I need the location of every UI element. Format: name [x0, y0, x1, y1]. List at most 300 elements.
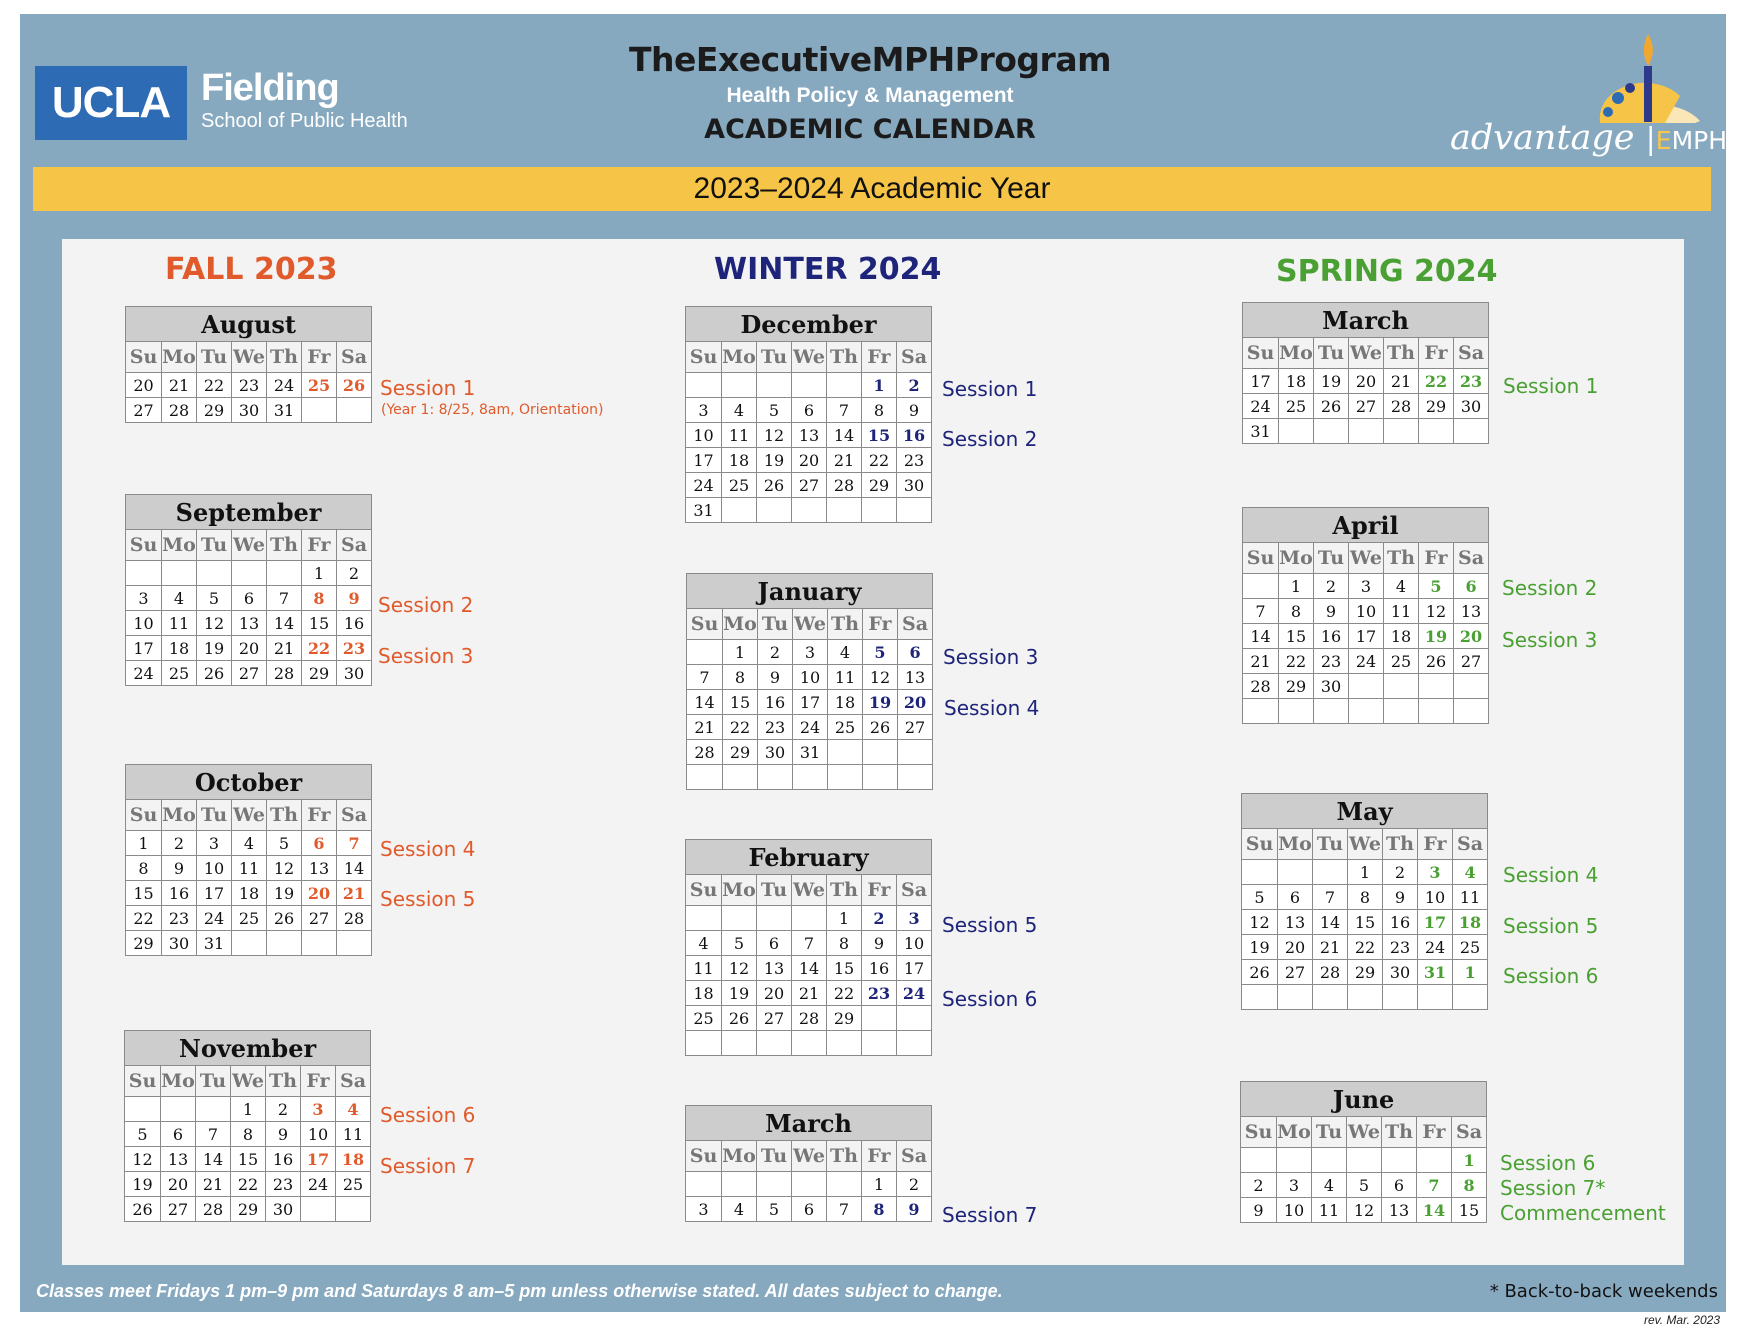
empty-day-cell [337, 931, 372, 956]
empty-day-cell [792, 498, 827, 523]
logo-mph: MPH [1671, 126, 1728, 155]
day-cell: 10 [1349, 599, 1384, 624]
day-cell: 11 [336, 1122, 371, 1147]
day-cell: 4 [232, 831, 267, 856]
day-cell: 30 [232, 398, 267, 423]
day-cell: 21 [687, 715, 723, 740]
day-cell: 27 [757, 1006, 792, 1031]
day-cell: 15 [231, 1147, 266, 1172]
empty-day-cell [1347, 1148, 1382, 1173]
day-cell: 20 [232, 636, 267, 661]
weekday-header: Sa [898, 609, 933, 640]
day-cell: 29 [723, 740, 758, 765]
week-row [687, 715, 933, 740]
day-cell: 1 [126, 831, 162, 856]
day-cell: 20 [792, 448, 827, 473]
empty-day-cell [161, 1097, 196, 1122]
weekday-header: We [1349, 338, 1384, 369]
weekday-header: Fr [302, 530, 337, 561]
day-cell: 26 [722, 1006, 757, 1031]
day-cell: 6 [898, 640, 933, 665]
weekday-header: Su [126, 530, 162, 561]
empty-day-cell [722, 1031, 757, 1056]
day-cell: 23 [862, 981, 897, 1006]
day-cell: 20 [161, 1172, 196, 1197]
day-cell: 18 [722, 448, 757, 473]
weekday-header: Sa [336, 1066, 371, 1097]
day-cell: 29 [1419, 394, 1454, 419]
month-calendar-jan [686, 573, 933, 790]
day-cell: 10 [301, 1122, 336, 1147]
weekday-header: Th [267, 800, 302, 831]
month-calendar-oct [125, 764, 372, 956]
weekday-header: Mo [722, 875, 757, 906]
week-row [686, 1006, 932, 1031]
school-name: School of Public Health [201, 110, 408, 132]
day-cell: 6 [232, 586, 267, 611]
empty-day-cell [1277, 1148, 1312, 1173]
empty-day-cell [862, 1006, 897, 1031]
day-cell: 13 [161, 1147, 196, 1172]
week-row [1242, 885, 1488, 910]
day-cell: 22 [862, 448, 897, 473]
week-row [687, 665, 933, 690]
weekday-header: Tu [1314, 543, 1349, 574]
day-cell: 16 [862, 956, 897, 981]
day-cell: 8 [862, 1197, 897, 1222]
day-cell: 17 [1418, 910, 1453, 935]
weekday-header: Sa [337, 530, 372, 561]
fall-session-1: Session 1 [380, 376, 476, 400]
day-cell: 6 [792, 398, 827, 423]
day-cell: 30 [897, 473, 932, 498]
day-cell: 24 [686, 473, 722, 498]
week-row [1243, 394, 1489, 419]
empty-day-cell [828, 765, 863, 790]
empty-day-cell [1313, 860, 1348, 885]
day-cell: 21 [1313, 935, 1348, 960]
month-title: January [687, 574, 933, 609]
week-row [1242, 935, 1488, 960]
empty-day-cell [898, 765, 933, 790]
empty-day-cell [1454, 419, 1489, 444]
day-cell: 19 [125, 1172, 161, 1197]
weekday-header: Su [686, 1141, 722, 1172]
day-cell: 23 [337, 636, 372, 661]
fielding-logo-text: Fielding [201, 67, 339, 109]
day-cell: 3 [897, 906, 932, 931]
day-cell: 24 [1349, 649, 1384, 674]
empty-day-cell [722, 498, 757, 523]
empty-day-cell [232, 561, 267, 586]
week-row [686, 1197, 932, 1222]
day-cell: 4 [1384, 574, 1419, 599]
day-cell: 7 [337, 831, 372, 856]
weekday-header: We [231, 1066, 266, 1097]
empty-day-cell [1349, 699, 1384, 724]
day-cell: 6 [1382, 1173, 1417, 1198]
day-cell: 15 [723, 690, 758, 715]
day-cell: 3 [1277, 1173, 1312, 1198]
day-cell: 4 [1312, 1173, 1347, 1198]
day-cell: 8 [1348, 885, 1383, 910]
day-cell: 9 [897, 1197, 932, 1222]
weekday-header: Th [828, 609, 863, 640]
day-cell: 14 [337, 856, 372, 881]
weekday-header: Tu [757, 1141, 792, 1172]
advantage-word: advantage [1450, 118, 1635, 158]
day-cell: 2 [758, 640, 793, 665]
weekday-header: Sa [1452, 1117, 1487, 1148]
day-cell: 4 [336, 1097, 371, 1122]
day-cell: 5 [197, 586, 232, 611]
empty-day-cell [793, 765, 828, 790]
day-cell: 18 [828, 690, 863, 715]
day-cell: 27 [792, 473, 827, 498]
day-cell: 14 [1417, 1198, 1452, 1223]
commencement-label: Commencement [1500, 1201, 1666, 1225]
weekday-header: Sa [897, 875, 932, 906]
week-row [1243, 649, 1489, 674]
spring-session-6-june: Session 6 [1500, 1151, 1596, 1175]
week-row [687, 690, 933, 715]
day-cell: 10 [1418, 885, 1453, 910]
empty-day-cell [1418, 985, 1453, 1010]
day-cell: 23 [758, 715, 793, 740]
day-cell: 16 [162, 881, 197, 906]
day-cell: 19 [1419, 624, 1454, 649]
day-cell: 31 [793, 740, 828, 765]
day-cell: 31 [686, 498, 722, 523]
day-cell: 8 [231, 1122, 266, 1147]
day-cell: 2 [162, 831, 197, 856]
day-cell: 8 [723, 665, 758, 690]
day-cell: 3 [1418, 860, 1453, 885]
day-cell: 14 [1243, 624, 1279, 649]
day-cell: 5 [863, 640, 898, 665]
day-cell: 5 [757, 398, 792, 423]
day-cell: 28 [1243, 674, 1279, 699]
day-cell: 18 [1279, 369, 1314, 394]
day-cell: 10 [1277, 1198, 1312, 1223]
day-cell: 7 [827, 398, 862, 423]
empty-day-cell [1382, 1148, 1417, 1173]
weekday-header: Th [267, 530, 302, 561]
day-cell: 1 [723, 640, 758, 665]
day-cell: 8 [1279, 599, 1314, 624]
month-calendar-dec [685, 306, 932, 523]
empty-day-cell [1241, 1148, 1277, 1173]
day-cell: 3 [686, 398, 722, 423]
weekday-header: Sa [1453, 829, 1488, 860]
week-row [126, 856, 372, 881]
empty-day-cell [862, 498, 897, 523]
weekday-header: Mo [1277, 1117, 1312, 1148]
day-cell: 4 [686, 931, 722, 956]
day-cell: 29 [1348, 960, 1383, 985]
day-cell: 5 [1347, 1173, 1382, 1198]
day-cell: 25 [162, 661, 197, 686]
empty-day-cell [722, 906, 757, 931]
day-cell: 23 [162, 906, 197, 931]
footer-note: Classes meet Fridays 1 pm–9 pm and Saturdays 8 am–5 pm unless otherwise stated. All dates subject to change. [36, 1281, 1003, 1301]
weekday-header: Tu [757, 342, 792, 373]
weekday-header: Su [1243, 543, 1279, 574]
empty-day-cell [1243, 699, 1279, 724]
day-cell: 8 [1452, 1173, 1487, 1198]
day-cell: 4 [1453, 860, 1488, 885]
week-row [1243, 674, 1489, 699]
weekday-header: Fr [1417, 1117, 1452, 1148]
day-cell: 24 [267, 373, 302, 398]
weekday-header: We [792, 875, 827, 906]
empty-day-cell [302, 931, 337, 956]
day-cell: 31 [267, 398, 302, 423]
day-cell: 28 [827, 473, 862, 498]
week-row [126, 586, 372, 611]
ucla-logo: UCLA [35, 66, 187, 140]
weekday-header: We [1349, 543, 1384, 574]
day-cell: 23 [1454, 369, 1489, 394]
day-cell: 22 [197, 373, 232, 398]
day-cell: 19 [757, 448, 792, 473]
day-cell: 28 [162, 398, 197, 423]
spring-session-7: Session 7* [1500, 1176, 1606, 1200]
weekday-header: Fr [302, 800, 337, 831]
day-cell: 1 [1453, 960, 1488, 985]
day-cell: 7 [196, 1122, 231, 1147]
weekday-header: Tu [197, 530, 232, 561]
month-calendar-may [1241, 793, 1488, 1010]
weekday-header: Su [1242, 829, 1278, 860]
month-title: June [1241, 1082, 1487, 1117]
day-cell: 20 [302, 881, 337, 906]
day-cell: 1 [1452, 1148, 1487, 1173]
day-cell: 17 [126, 636, 162, 661]
day-cell: 12 [863, 665, 898, 690]
weekday-header: We [793, 609, 828, 640]
week-row [686, 473, 932, 498]
spring-session-2: Session 2 [1502, 576, 1598, 600]
day-cell: 18 [336, 1147, 371, 1172]
day-cell: 19 [267, 881, 302, 906]
empty-day-cell [1314, 699, 1349, 724]
empty-day-cell [1383, 985, 1418, 1010]
day-cell: 29 [302, 661, 337, 686]
day-cell: 20 [1349, 369, 1384, 394]
day-cell: 8 [862, 398, 897, 423]
empty-day-cell [267, 931, 302, 956]
day-cell: 8 [302, 586, 337, 611]
week-row [687, 740, 933, 765]
orientation-note: (Year 1: 8/25, 8am, Orientation) [381, 402, 604, 418]
week-row [125, 1097, 371, 1122]
day-cell: 24 [1243, 394, 1279, 419]
day-cell: 26 [863, 715, 898, 740]
calendar-title: ACADEMIC CALENDAR [704, 114, 1036, 145]
weekday-header: Tu [197, 342, 232, 373]
weekday-header: Th [1382, 1117, 1417, 1148]
day-cell: 17 [686, 448, 722, 473]
day-cell: 21 [1384, 369, 1419, 394]
weekday-header: Th [827, 342, 862, 373]
week-row [686, 373, 932, 398]
empty-day-cell [1314, 419, 1349, 444]
day-cell: 13 [1454, 599, 1489, 624]
day-cell: 3 [686, 1197, 722, 1222]
day-cell: 20 [126, 373, 162, 398]
day-cell: 2 [1383, 860, 1418, 885]
empty-day-cell [757, 498, 792, 523]
week-row [686, 956, 932, 981]
day-cell: 18 [1453, 910, 1488, 935]
day-cell: 24 [793, 715, 828, 740]
empty-day-cell [1243, 574, 1279, 599]
empty-day-cell [197, 561, 232, 586]
day-cell: 24 [301, 1172, 336, 1197]
weekday-header: Sa [337, 800, 372, 831]
day-cell: 18 [232, 881, 267, 906]
winter-session-3: Session 3 [943, 645, 1039, 669]
day-cell: 25 [1279, 394, 1314, 419]
fall-session-6: Session 6 [380, 1103, 476, 1127]
day-cell: 31 [197, 931, 232, 956]
day-cell: 25 [722, 473, 757, 498]
empty-day-cell [1279, 699, 1314, 724]
empty-day-cell [723, 765, 758, 790]
weekday-header: Mo [722, 1141, 757, 1172]
day-cell: 23 [1314, 649, 1349, 674]
week-row [686, 981, 932, 1006]
revision-date: rev. Mar. 2023 [1643, 1313, 1720, 1327]
day-cell: 22 [827, 981, 862, 1006]
empty-day-cell [862, 1031, 897, 1056]
day-cell: 21 [267, 636, 302, 661]
fall-session-2: Session 2 [378, 593, 474, 617]
empty-day-cell [232, 931, 267, 956]
empty-day-cell [1349, 674, 1384, 699]
season-title-winter: WINTER 2024 [714, 252, 942, 287]
day-cell: 25 [686, 1006, 722, 1031]
empty-day-cell [827, 1031, 862, 1056]
day-cell: 2 [266, 1097, 301, 1122]
day-cell: 5 [722, 931, 757, 956]
week-row [1243, 699, 1489, 724]
empty-day-cell [1453, 985, 1488, 1010]
weekday-header: Tu [758, 609, 793, 640]
day-cell: 30 [1314, 674, 1349, 699]
weekday-header: Tu [1312, 1117, 1347, 1148]
week-row [1243, 624, 1489, 649]
month-calendar-apr [1242, 507, 1489, 724]
empty-day-cell [1419, 674, 1454, 699]
empty-day-cell [1242, 985, 1278, 1010]
day-cell: 2 [897, 373, 932, 398]
empty-day-cell [1419, 419, 1454, 444]
month-title: March [686, 1106, 932, 1141]
empty-day-cell [1454, 674, 1489, 699]
day-cell: 13 [232, 611, 267, 636]
day-cell: 21 [1243, 649, 1279, 674]
day-cell: 14 [792, 956, 827, 981]
week-row [1241, 1198, 1487, 1223]
day-cell: 21 [792, 981, 827, 1006]
day-cell: 14 [196, 1147, 231, 1172]
empty-day-cell [1417, 1148, 1452, 1173]
day-cell: 17 [897, 956, 932, 981]
season-title-spring: SPRING 2024 [1276, 254, 1498, 289]
week-row [125, 1147, 371, 1172]
month-calendar-mar_s [1242, 302, 1489, 444]
day-cell: 16 [266, 1147, 301, 1172]
day-cell: 15 [1452, 1198, 1487, 1223]
day-cell: 11 [232, 856, 267, 881]
day-cell: 9 [1383, 885, 1418, 910]
day-cell: 6 [161, 1122, 196, 1147]
day-cell: 1 [1348, 860, 1383, 885]
spring-session-1: Session 1 [1503, 374, 1599, 398]
empty-day-cell [686, 373, 722, 398]
day-cell: 20 [898, 690, 933, 715]
day-cell: 23 [1383, 935, 1418, 960]
week-row [687, 765, 933, 790]
empty-day-cell [722, 373, 757, 398]
week-row [686, 423, 932, 448]
day-cell: 1 [231, 1097, 266, 1122]
day-cell: 27 [232, 661, 267, 686]
empty-day-cell [162, 561, 197, 586]
week-row [1243, 369, 1489, 394]
back-to-back-note: * Back-to-back weekends [1489, 1281, 1718, 1302]
week-row [1242, 860, 1488, 885]
day-cell: 12 [1419, 599, 1454, 624]
day-cell: 21 [827, 448, 862, 473]
day-cell: 29 [231, 1197, 266, 1222]
day-cell: 2 [337, 561, 372, 586]
day-cell: 9 [337, 586, 372, 611]
empty-day-cell [337, 398, 372, 423]
weekday-header: Su [1243, 338, 1279, 369]
week-row [126, 398, 372, 423]
winter-session-1: Session 1 [942, 377, 1038, 401]
day-cell: 29 [862, 473, 897, 498]
day-cell: 16 [1314, 624, 1349, 649]
day-cell: 5 [1242, 885, 1278, 910]
day-cell: 24 [897, 981, 932, 1006]
day-cell: 1 [1279, 574, 1314, 599]
week-row [1243, 574, 1489, 599]
day-cell: 1 [827, 906, 862, 931]
day-cell: 1 [862, 1172, 897, 1197]
empty-day-cell [1279, 419, 1314, 444]
weekday-header: Sa [897, 342, 932, 373]
day-cell: 11 [828, 665, 863, 690]
week-row [686, 1031, 932, 1056]
day-cell: 23 [897, 448, 932, 473]
week-row [125, 1197, 371, 1222]
week-row [126, 906, 372, 931]
day-cell: 12 [1242, 910, 1278, 935]
day-cell: 11 [1384, 599, 1419, 624]
month-title: December [686, 307, 932, 342]
weekday-header: Th [1384, 338, 1419, 369]
day-cell: 20 [1278, 935, 1313, 960]
day-cell: 6 [1278, 885, 1313, 910]
day-cell: 15 [827, 956, 862, 981]
day-cell: 5 [757, 1197, 792, 1222]
day-cell: 22 [231, 1172, 266, 1197]
day-cell: 11 [1453, 885, 1488, 910]
